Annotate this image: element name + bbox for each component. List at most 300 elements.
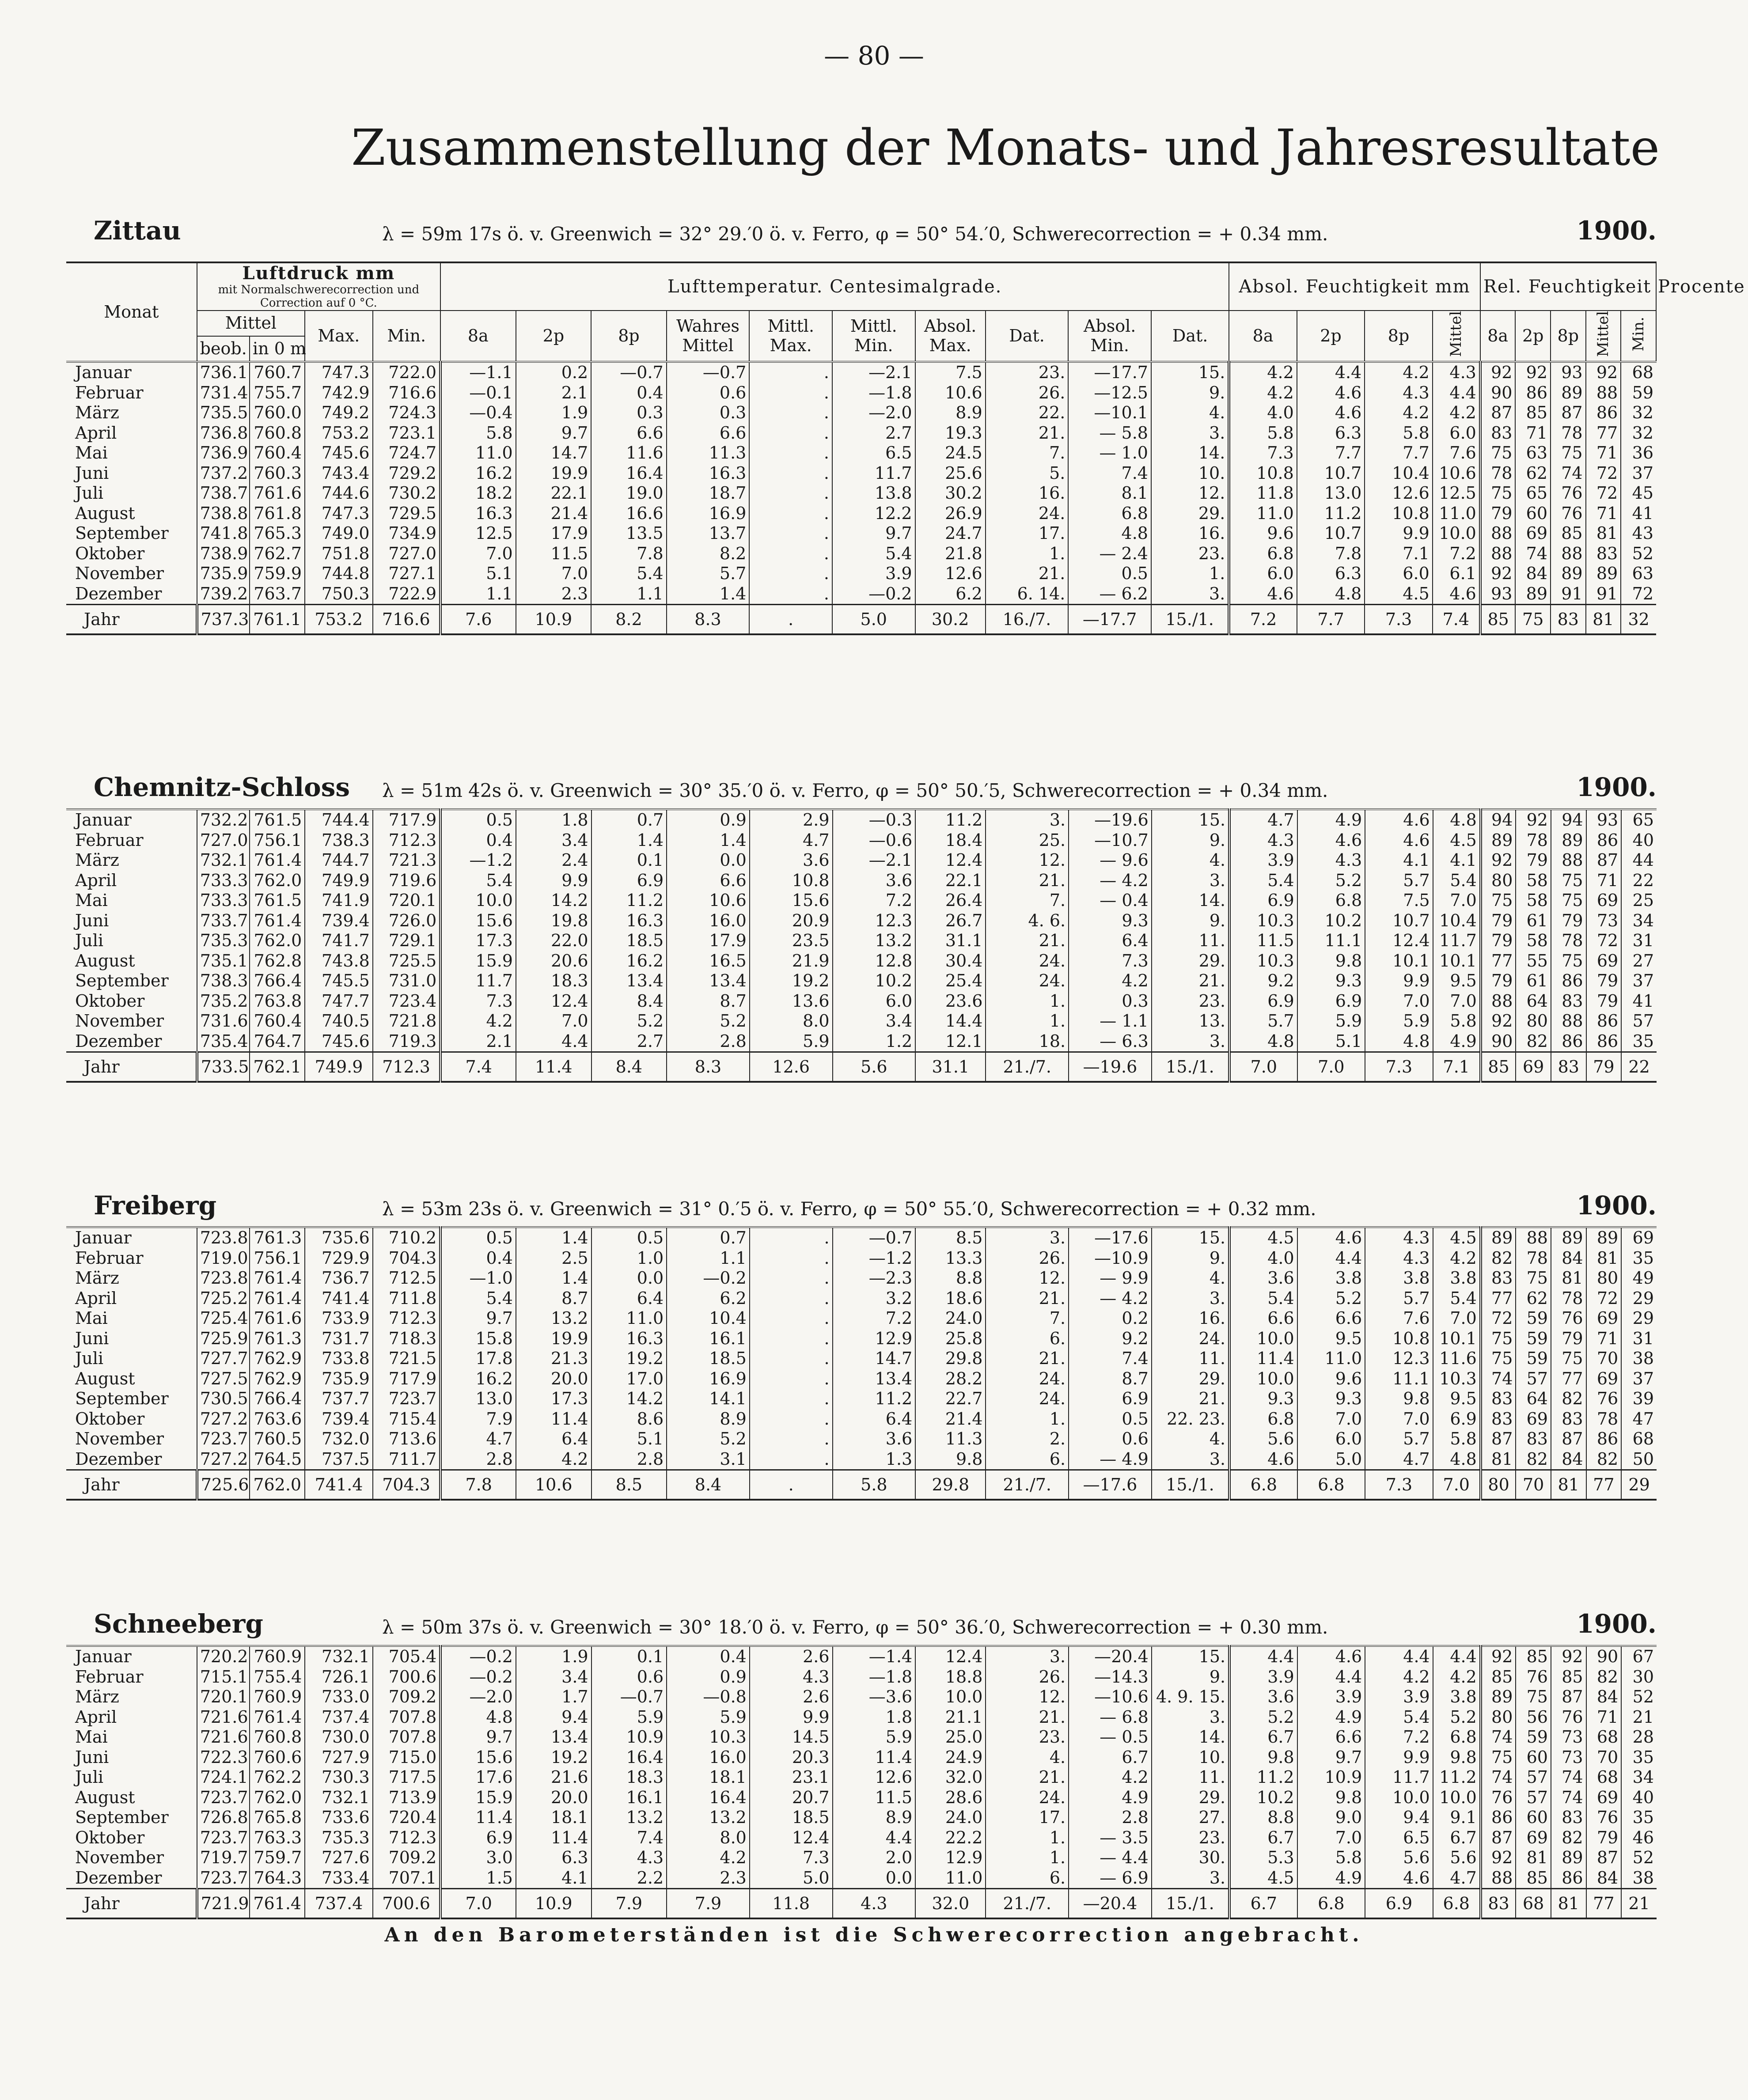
month-cell: März <box>75 1268 119 1288</box>
header-absol-max: Absol. Max. <box>915 311 986 362</box>
value-cell: 85 <box>1516 1868 1551 1889</box>
value-cell: 72 <box>1586 483 1621 504</box>
value-cell: — 1.0 <box>1068 443 1151 463</box>
value-cell: . <box>749 504 832 524</box>
value-cell: 31 <box>1621 1329 1657 1349</box>
value-cell: 4.2 <box>1229 383 1297 403</box>
value-cell: —0.4 <box>440 403 516 423</box>
value-cell: 19.3 <box>915 423 986 444</box>
value-cell: . <box>749 403 832 423</box>
station-year: 1900. <box>1576 1190 1657 1221</box>
value-cell: 10.6 <box>915 383 986 403</box>
value-cell: 74 <box>1481 1767 1516 1788</box>
value-cell: 4.1 <box>516 1868 592 1889</box>
value-cell: 4.5 <box>1229 1227 1297 1248</box>
month-cell: März <box>75 403 119 423</box>
value-cell: 14. <box>1151 443 1229 463</box>
value-cell: 717.9 <box>373 1369 441 1389</box>
value-cell: 34 <box>1621 911 1657 931</box>
value-cell: 738.7 <box>197 483 250 504</box>
value-cell: 76 <box>1586 1808 1622 1828</box>
value-cell: 715.1 <box>197 1667 250 1687</box>
value-cell: 760.5 <box>250 1429 305 1449</box>
value-cell: 30. <box>1152 1848 1229 1868</box>
jahr-cell: 10.9 <box>516 1889 592 1919</box>
jahr-cell: 762.1 <box>250 1052 305 1082</box>
value-cell: 0.7 <box>592 809 667 830</box>
value-cell: 90 <box>1481 1031 1516 1052</box>
value-cell: 740.5 <box>305 1011 373 1031</box>
value-cell: 12.4 <box>915 1646 986 1667</box>
value-cell: 762.0 <box>250 1788 305 1808</box>
value-cell: 5.8 <box>440 423 516 444</box>
value-cell: 725.5 <box>373 951 441 971</box>
value-cell: 724.7 <box>373 443 441 463</box>
header-t2p: 2p <box>516 311 592 362</box>
value-cell: 13.0 <box>1297 483 1365 504</box>
value-cell: 9.1 <box>1433 1808 1481 1828</box>
value-cell: 10.2 <box>833 971 916 991</box>
value-cell: 83 <box>1551 1808 1586 1828</box>
month-cell: September <box>75 1808 169 1827</box>
value-cell: 5.7 <box>1365 871 1433 891</box>
value-cell: 11.4 <box>516 1409 592 1429</box>
jahr-cell: 21./7. <box>986 1889 1069 1919</box>
value-cell: 3.2 <box>833 1289 916 1309</box>
value-cell: 10.4 <box>1433 911 1481 931</box>
value-cell: 735.3 <box>197 931 250 951</box>
value-cell: —2.0 <box>832 403 915 423</box>
value-cell: 82 <box>1586 1449 1622 1470</box>
value-cell: 74 <box>1515 544 1551 564</box>
value-cell: 5.2 <box>667 1429 750 1449</box>
value-cell: 83 <box>1516 1429 1551 1449</box>
month-cell: April <box>75 870 117 890</box>
header-r8p: 8p <box>1551 311 1586 362</box>
value-cell: 764.5 <box>250 1449 305 1470</box>
value-cell: 7.3 <box>1069 951 1152 971</box>
value-cell: 3.6 <box>833 1429 916 1449</box>
table-row <box>66 1687 1657 1707</box>
jahr-cell: 15./1. <box>1152 1889 1229 1919</box>
value-cell: 5.4 <box>1433 1289 1481 1309</box>
value-cell: 68 <box>1621 1429 1657 1449</box>
value-cell: 69 <box>1586 951 1622 971</box>
station-name: Chemnitz-Schloss <box>94 772 350 802</box>
value-cell: 83 <box>1480 423 1516 444</box>
value-cell: 4.2 <box>667 1848 750 1868</box>
value-cell: 17.3 <box>516 1389 592 1409</box>
jahr-cell: 753.2 <box>305 605 373 635</box>
value-cell: 7.1 <box>1365 544 1433 564</box>
jahr-cell: 7.7 <box>1297 605 1365 635</box>
value-cell: 7.0 <box>1433 1308 1481 1329</box>
value-cell: —1.2 <box>440 850 516 871</box>
value-cell: 1. <box>986 1409 1069 1429</box>
value-cell: 5.8 <box>1297 1848 1365 1868</box>
value-cell: 6.8 <box>1229 544 1297 564</box>
value-cell: 751.8 <box>305 544 373 564</box>
value-cell: 4.4 <box>1297 1248 1365 1269</box>
value-cell: 11.7 <box>1365 1767 1433 1788</box>
value-cell: 760.0 <box>250 403 305 423</box>
value-cell: 52 <box>1621 1848 1657 1868</box>
value-cell: 712.3 <box>373 830 441 851</box>
table-row <box>66 443 1656 463</box>
value-cell: 2.7 <box>832 423 915 444</box>
value-cell: 735.6 <box>305 1227 373 1248</box>
value-cell: 24. <box>986 1369 1069 1389</box>
value-cell: 9. <box>1152 830 1229 851</box>
value-cell: 75 <box>1516 1687 1551 1707</box>
value-cell: 68 <box>1586 1727 1622 1747</box>
value-cell: 73 <box>1586 911 1622 931</box>
month-cell: Juli <box>75 1767 104 1787</box>
value-cell: 763.7 <box>250 584 305 605</box>
value-cell: 10.3 <box>667 1727 750 1747</box>
value-cell: 10.3 <box>1433 1369 1481 1389</box>
value-cell: 22.2 <box>915 1828 986 1848</box>
value-cell: 11.2 <box>1433 1767 1481 1788</box>
value-cell: 8.9 <box>833 1808 916 1828</box>
value-cell: 743.8 <box>305 951 373 971</box>
value-cell: 729.1 <box>373 931 441 951</box>
value-cell: 11. <box>1152 1767 1229 1788</box>
value-cell: 14.1 <box>667 1389 750 1409</box>
value-cell: 15.9 <box>440 1788 516 1808</box>
value-cell: 88 <box>1516 1227 1551 1248</box>
value-cell: 730.0 <box>305 1727 373 1747</box>
value-cell: 79 <box>1551 911 1586 931</box>
value-cell: 9.5 <box>1433 1389 1481 1409</box>
value-cell: —10.6 <box>1069 1687 1152 1707</box>
value-cell: 65 <box>1621 809 1657 830</box>
value-cell: 81 <box>1586 1248 1622 1269</box>
value-cell: 11.3 <box>915 1429 986 1449</box>
value-cell: 23. <box>986 1727 1069 1747</box>
value-cell: 59 <box>1516 1329 1551 1349</box>
station-coords: λ = 51m 42s ö. v. Greenwich = 30° 35.′0 ö. v. Ferro, φ = 50° 50.′5, Schwerecorrection = + 0.34 mm. <box>382 780 1328 801</box>
header-r8a: 8a <box>1480 311 1516 362</box>
jahr-cell: 8.2 <box>591 605 667 635</box>
value-cell: 16.0 <box>667 1747 750 1768</box>
value-cell: 4.3 <box>1433 362 1480 383</box>
jahr-cell: 77 <box>1586 1470 1622 1500</box>
value-cell: 5.6 <box>1433 1848 1481 1868</box>
value-cell: 15. <box>1151 362 1229 383</box>
jahr-cell: 12.6 <box>750 1052 833 1082</box>
value-cell: 3. <box>1152 1868 1229 1889</box>
value-cell: 9.7 <box>440 1727 516 1747</box>
value-cell: 92 <box>1480 362 1516 383</box>
value-cell: 2. <box>986 1429 1069 1449</box>
value-cell: 2.8 <box>667 1031 750 1052</box>
value-cell: 6.8 <box>1433 1727 1481 1747</box>
value-cell: 70 <box>1586 1747 1622 1768</box>
value-cell: 15.6 <box>440 1747 516 1768</box>
value-cell: 20.0 <box>516 1369 592 1389</box>
value-cell: 88 <box>1551 850 1586 871</box>
month-cell: März <box>75 1687 119 1706</box>
value-cell: 707.1 <box>373 1868 441 1889</box>
table-row <box>66 1369 1657 1389</box>
month-cell: August <box>75 951 135 970</box>
value-cell: 5.4 <box>1229 871 1297 891</box>
value-cell: 12.4 <box>1365 931 1433 951</box>
value-cell: 10.0 <box>1229 1369 1297 1389</box>
value-cell: 29. <box>1152 1788 1229 1808</box>
value-cell: 1. <box>986 991 1069 1012</box>
value-cell: 87 <box>1586 850 1622 871</box>
value-cell: 79 <box>1551 1329 1586 1349</box>
value-cell: 7.3 <box>750 1848 833 1868</box>
value-cell: 59 <box>1516 1349 1551 1369</box>
value-cell: 87 <box>1480 403 1516 423</box>
value-cell: 87 <box>1481 1828 1516 1848</box>
month-cell: Juli <box>75 1349 104 1368</box>
value-cell: 749.9 <box>305 871 373 891</box>
value-cell: 23. <box>1151 544 1229 564</box>
value-cell: 9.6 <box>1297 1369 1365 1389</box>
value-cell: 60 <box>1515 504 1551 524</box>
value-cell: 21. <box>986 1289 1069 1309</box>
value-cell: — 5.8 <box>1068 423 1151 444</box>
table-row <box>66 362 1656 383</box>
value-cell: —0.3 <box>833 809 916 830</box>
value-cell: 21. <box>986 1767 1069 1788</box>
value-cell: — 6.8 <box>1069 1707 1152 1728</box>
header-luftdruck <box>197 262 440 311</box>
value-cell: . <box>750 1227 833 1248</box>
value-cell: 5.4 <box>440 871 516 891</box>
value-cell: 760.9 <box>250 1646 305 1667</box>
jahr-cell: 6.9 <box>1365 1889 1433 1919</box>
value-cell: 721.5 <box>373 1349 441 1369</box>
value-cell: 713.6 <box>373 1429 441 1449</box>
value-cell: 722.9 <box>373 584 441 605</box>
value-cell: 28.2 <box>915 1369 986 1389</box>
header-wahres-mittel: Wahres Mittel <box>667 311 750 362</box>
jahr-cell: 79 <box>1586 1052 1622 1082</box>
table-body <box>66 1227 1657 1500</box>
value-cell: 13.6 <box>750 991 833 1012</box>
value-cell: 21.4 <box>915 1409 986 1429</box>
value-cell: 76 <box>1551 1308 1586 1329</box>
value-cell: 729.9 <box>305 1248 373 1269</box>
value-cell: 712.3 <box>373 1308 441 1329</box>
value-cell: 92 <box>1586 362 1621 383</box>
value-cell: 81 <box>1586 523 1621 544</box>
value-cell: 6.9 <box>440 1828 516 1848</box>
jahr-cell: 15./1. <box>1152 1052 1229 1082</box>
value-cell: 13. <box>1152 1011 1229 1031</box>
value-cell: 83 <box>1481 1409 1516 1429</box>
value-cell: 5.7 <box>1229 1011 1297 1031</box>
table-row <box>66 584 1656 605</box>
value-cell: 79 <box>1586 1828 1622 1848</box>
value-cell: 720.1 <box>197 1687 250 1707</box>
jahr-cell: 716.6 <box>373 605 441 635</box>
value-cell: 5.0 <box>1297 1449 1365 1470</box>
value-cell: 736.8 <box>197 423 250 444</box>
value-cell: 1.7 <box>516 1687 592 1707</box>
value-cell: 3.9 <box>832 564 915 584</box>
table-row <box>66 483 1656 504</box>
jahr-cell: 16./7. <box>986 605 1069 635</box>
value-cell: 6.3 <box>1297 564 1365 584</box>
value-cell: 737.2 <box>197 463 250 484</box>
value-cell: 711.7 <box>373 1449 441 1470</box>
value-cell: 35 <box>1621 1031 1657 1052</box>
value-cell: 5.2 <box>1297 871 1365 891</box>
month-cell: August <box>75 503 135 523</box>
value-cell: 4.6 <box>1297 1646 1365 1667</box>
value-cell: 43 <box>1621 523 1656 544</box>
value-cell: 94 <box>1551 809 1586 830</box>
header-f2p: 2p <box>1297 311 1365 362</box>
value-cell: 9.8 <box>1365 1389 1433 1409</box>
value-cell: 4.8 <box>1433 1449 1481 1470</box>
value-cell: 715.4 <box>373 1409 441 1429</box>
value-cell: 88 <box>1481 991 1516 1012</box>
value-cell: 86 <box>1551 1031 1586 1052</box>
value-cell: 13.4 <box>667 971 750 991</box>
value-cell: 11.8 <box>1229 483 1297 504</box>
value-cell: 82 <box>1586 1667 1622 1687</box>
month-cell: April <box>75 423 117 443</box>
value-cell: 4.8 <box>1229 1031 1297 1052</box>
value-cell: 741.9 <box>305 891 373 911</box>
value-cell: 24. <box>986 1788 1069 1808</box>
value-cell: 68 <box>1621 362 1656 383</box>
value-cell: 761.4 <box>250 1289 305 1309</box>
value-cell: 4.3 <box>1365 1227 1433 1248</box>
value-cell: 92 <box>1481 1011 1516 1031</box>
value-cell: 735.2 <box>197 991 250 1012</box>
value-cell: —0.2 <box>440 1646 516 1667</box>
value-cell: 85 <box>1481 1667 1516 1687</box>
value-cell: . <box>750 1289 833 1309</box>
value-cell: 1.3 <box>833 1449 916 1470</box>
jahr-cell: 7.9 <box>592 1889 667 1919</box>
value-cell: . <box>749 383 832 403</box>
value-cell: —2.3 <box>833 1268 916 1289</box>
table-row <box>66 830 1657 851</box>
value-cell: 10.0 <box>915 1687 986 1707</box>
value-cell: 10.3 <box>1229 911 1297 931</box>
value-cell: 756.1 <box>250 830 305 851</box>
value-cell: 721.8 <box>373 1011 441 1031</box>
value-cell: 11.6 <box>591 443 667 463</box>
value-cell: 69 <box>1516 1828 1551 1848</box>
value-cell: 5.0 <box>750 1868 833 1889</box>
value-cell: 74 <box>1551 1788 1586 1808</box>
value-cell: 0.3 <box>591 403 667 423</box>
jahr-cell: 733.5 <box>197 1052 250 1082</box>
month-cell: Juli <box>75 931 104 950</box>
value-cell: 77 <box>1551 1369 1586 1389</box>
value-cell: 10.7 <box>1297 463 1365 484</box>
jahr-cell: 8.3 <box>667 1052 750 1082</box>
value-cell: 30 <box>1621 1667 1657 1687</box>
value-cell: 733.3 <box>197 871 250 891</box>
value-cell: 7.2 <box>1365 1727 1433 1747</box>
value-cell: 70 <box>1586 1349 1622 1369</box>
value-cell: 719.7 <box>197 1848 250 1868</box>
value-cell: 709.2 <box>373 1687 441 1707</box>
value-cell: 79 <box>1516 850 1551 871</box>
value-cell: 83 <box>1481 1389 1516 1409</box>
value-cell: 6.4 <box>516 1429 592 1449</box>
value-cell: 12.5 <box>1433 483 1480 504</box>
value-cell: 22.1 <box>516 483 592 504</box>
value-cell: 0.3 <box>1069 991 1152 1012</box>
value-cell: 11.7 <box>1433 931 1481 951</box>
value-cell: 735.3 <box>305 1828 373 1848</box>
value-cell: 29.8 <box>915 1349 986 1369</box>
value-cell: 20.3 <box>750 1747 833 1768</box>
value-cell: 761.4 <box>250 911 305 931</box>
value-cell: 75 <box>1516 1268 1551 1289</box>
value-cell: 6.5 <box>1365 1828 1433 1848</box>
value-cell: 10.3 <box>1229 951 1297 971</box>
value-cell: 760.9 <box>250 1687 305 1707</box>
value-cell: 741.8 <box>197 523 250 544</box>
value-cell: 32.0 <box>915 1767 986 1788</box>
value-cell: 8.7 <box>1069 1369 1152 1389</box>
value-cell: 10.7 <box>1365 911 1433 931</box>
value-cell: 1.2 <box>833 1031 916 1052</box>
value-cell: 7.7 <box>1365 443 1433 463</box>
value-cell: 0.0 <box>667 850 750 871</box>
month-cell: April <box>75 1288 117 1308</box>
jahr-cell: 69 <box>1516 1052 1551 1082</box>
value-cell: 13.0 <box>440 1389 516 1409</box>
value-cell: 11.2 <box>1297 504 1365 524</box>
value-cell: 5.1 <box>440 564 516 584</box>
value-cell: 749.0 <box>305 523 373 544</box>
jahr-cell: 83 <box>1551 605 1586 635</box>
station-year: 1900. <box>1576 772 1657 802</box>
value-cell: 721.3 <box>373 850 441 871</box>
value-cell: 3. <box>1152 1031 1229 1052</box>
value-cell: 4.0 <box>1229 403 1297 423</box>
jahr-cell: —17.7 <box>1068 605 1151 635</box>
jahr-cell: 737.3 <box>197 605 250 635</box>
value-cell: 71 <box>1586 1329 1622 1349</box>
value-cell: 3. <box>1151 584 1229 605</box>
value-cell: 745.5 <box>305 971 373 991</box>
value-cell: 82 <box>1551 1828 1586 1848</box>
table-row-jahr <box>66 605 1656 635</box>
value-cell: 4.3 <box>750 1667 833 1687</box>
value-cell: 18.2 <box>440 483 516 504</box>
jahr-cell: . <box>749 605 832 635</box>
jahr-cell: —17.6 <box>1069 1470 1152 1500</box>
value-cell: 0.1 <box>592 1646 667 1667</box>
value-cell: 18.7 <box>667 483 750 504</box>
value-cell: 0.5 <box>1069 1409 1152 1429</box>
month-cell: September <box>75 971 169 990</box>
jahr-cell: 10.6 <box>516 1470 592 1500</box>
value-cell: 89 <box>1481 1227 1516 1248</box>
value-cell: 5.9 <box>592 1707 667 1728</box>
value-cell: 6. <box>986 1329 1069 1349</box>
value-cell: 71 <box>1515 423 1551 444</box>
value-cell: 6.8 <box>1229 1409 1297 1429</box>
value-cell: 712.3 <box>373 1828 441 1848</box>
value-cell: 725.2 <box>197 1289 250 1309</box>
